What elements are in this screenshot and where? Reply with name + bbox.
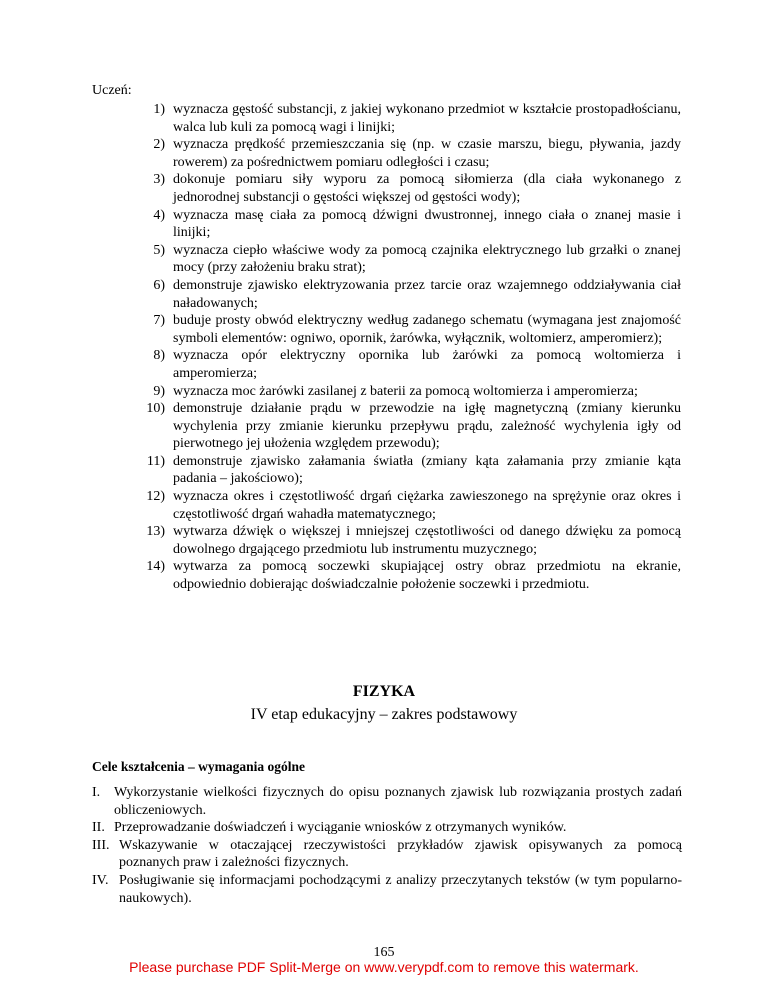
list-item (131, 277, 681, 312)
list-item (92, 784, 682, 819)
item-number: II. (92, 820, 105, 836)
item-text: wyznacza ciepło właściwe wody za pomocą czajnika elektrycznego lub grzałki o znanej mocy (przy założeniu braku strat); (173, 242, 681, 276)
item-number: 14) (146, 559, 165, 575)
item-text: demonstruje działanie prądu w przewodzie na igłę magnetyczną (zmiany kierunku wychylenia przy zmianie kierunku przepływu prądu, zależność wychylenia igły od pierwotnego jej ułożenia względem przewodu); (173, 401, 681, 452)
item-text: dokonuje pomiaru siły wyporu za pomocą siłomierza (dla ciała wykonanego z jednorodnej substancji o gęstości większej od gęstości wody); (173, 172, 681, 205)
item-text: wyznacza moc żarówki zasilanej z baterii za pomocą woltomierza i amperomierza; (173, 383, 638, 399)
list-item (92, 819, 682, 837)
list-item (131, 347, 681, 382)
list-item (131, 312, 681, 347)
list-item (131, 558, 681, 593)
item-number: 5) (153, 242, 165, 258)
list-item (92, 837, 682, 872)
watermark-text: Please purchase PDF Split-Merge on www.verypdf.com to remove this watermark. (129, 959, 639, 975)
item-number: 12) (146, 489, 165, 505)
list-item (131, 400, 681, 453)
item-text: demonstruje zjawisko załamania światła (zmiany kąta załamania przy zmianie kąta padania – jakościowo); (173, 453, 681, 487)
item-text: wyznacza masę ciała za pomocą dźwigni dwustronnej, innego ciała o znanej masie i linijki; (173, 207, 681, 241)
item-text: wyznacza opór elektryczny opornika lub żarówki za pomocą woltomierza i amperomierza; (173, 348, 681, 381)
item-number: 4) (153, 207, 165, 223)
item-number: 1) (153, 102, 165, 117)
page-number: 165 (373, 945, 395, 960)
section-subtitle: IV etap edukacyjny – zakres podstawowy (250, 706, 518, 723)
item-text: Wskazywanie w otaczającej rzeczywistości przykładów zjawisk opisywanych za pomocą poznanych praw i zależności fizycznych. (119, 837, 682, 871)
item-number: 10) (146, 401, 165, 417)
item-number: III. (92, 837, 110, 853)
list-item (92, 872, 682, 907)
list-item (131, 171, 681, 206)
list-item (131, 136, 681, 171)
item-number: IV. (92, 872, 109, 888)
item-text: wytwarza dźwięk o większej i mniejszej częstotliwości od danego dźwięku za pomocą dowolnego drgającego przedmiotu lub instrumentu muzycznego; (173, 524, 681, 557)
item-number: 6) (153, 277, 165, 293)
item-text: wyznacza okres i częstotliwość drgań ciężarka zawieszonego na sprężynie oraz okres i częstotliwość drgań wahadła matematycznego; (173, 489, 681, 522)
list-item (131, 101, 681, 136)
list-item (131, 383, 681, 401)
section-title: FIZYKA (352, 683, 416, 700)
goals-list (92, 784, 682, 907)
item-text: wyznacza gęstość substancji, z jakiej wykonano przedmiot w kształcie prostopadłościanu, walca lub kuli za pomocą wagi i linijki; (173, 102, 681, 135)
item-text: buduje prosty obwód elektryczny według zadanego schematu (wymagana jest znajomość symboli elementów: ogniwo, opornik, żarówka, wyłącznik, woltomierz, amperomierz); (173, 313, 681, 346)
item-text: wytwarza za pomocą soczewki skupiającej ostry obraz przedmiotu na ekranie, odpowiednio dobierając doświadczalnie położenie soczewki i przedmiotu. (173, 559, 681, 593)
item-text: Wykorzystanie wielkości fizycznych do opisu poznanych zjawisk lub rozwiązania prostych zadań obliczeniowych. (114, 785, 682, 818)
item-number: I. (92, 785, 101, 800)
item-number: 3) (153, 172, 165, 188)
list-item (131, 523, 681, 558)
list-item (131, 207, 681, 242)
item-text: demonstruje zjawisko elektryzowania przez tarcie oraz wzajemnego oddziaływania ciał naładowanych; (173, 277, 681, 311)
item-text: Posługiwanie się informacjami pochodzącymi z analizy przeczytanych tekstów (w tym popularno-naukowych). (119, 872, 682, 906)
item-text: Przeprowadzanie doświadczeń i wyciąganie wniosków z otrzymanych wyników. (114, 820, 567, 836)
experiment-list (131, 101, 681, 594)
goals-heading: Cele kształcenia – wymagania ogólne (92, 759, 305, 774)
list-item (131, 488, 681, 523)
intro-label: Uczeń: (92, 83, 132, 98)
item-number: 9) (153, 383, 165, 399)
item-number: 2) (153, 137, 165, 153)
list-item (131, 453, 681, 488)
item-number: 7) (153, 313, 165, 329)
item-number: 13) (146, 524, 165, 540)
list-item (131, 242, 681, 277)
item-text: wyznacza prędkość przemieszczania się (np. w czasie marszu, biegu, pływania, jazdy rowerem) za pośrednictwem pomiaru odległości i czasu; (173, 137, 681, 170)
item-number: 8) (153, 348, 165, 364)
item-number: 11) (146, 453, 165, 469)
